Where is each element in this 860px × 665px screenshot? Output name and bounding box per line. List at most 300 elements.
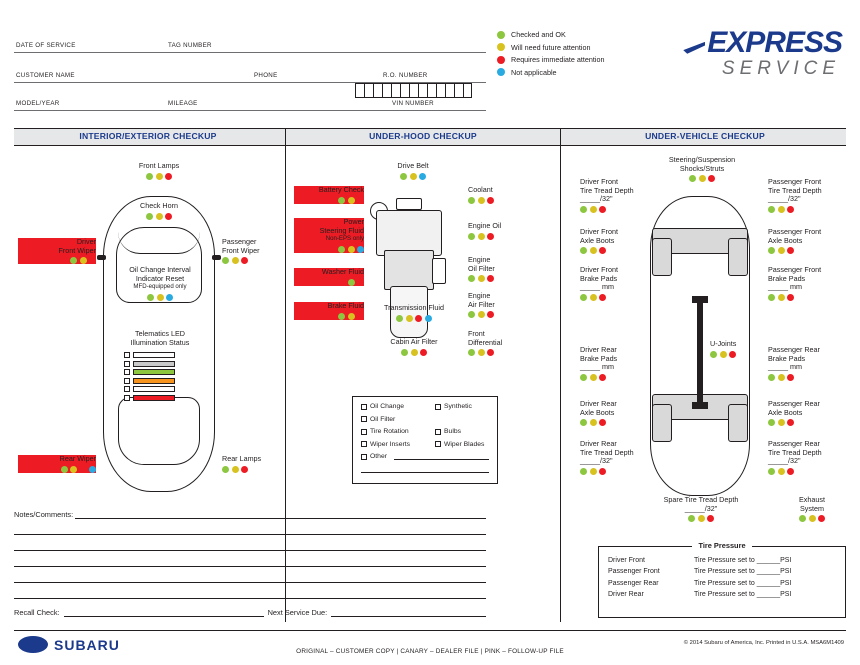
driver-rear-pads-label-2: Brake Pads <box>580 353 618 363</box>
status-dot-yellow-icon[interactable] <box>590 419 597 426</box>
status-dot-yellow-icon[interactable] <box>590 468 597 475</box>
rear-wiper-status-dots[interactable] <box>18 466 96 473</box>
check-horn-status-dots[interactable] <box>104 213 214 220</box>
status-dot-green-icon[interactable] <box>468 233 475 240</box>
passenger-rear-axle-status-dots[interactable] <box>768 419 848 426</box>
cabin-air-filter-status-dots[interactable] <box>366 349 462 356</box>
passenger-front-axle-label-1: Passenger Front <box>768 227 822 236</box>
service-checklist-box[interactable] <box>352 396 498 484</box>
status-dot-green-icon[interactable] <box>768 468 775 475</box>
checklist-row[interactable] <box>361 441 489 448</box>
battery-check-status-dots[interactable] <box>294 197 364 204</box>
checklist-row[interactable] <box>361 416 489 423</box>
status-dot-green-icon[interactable] <box>580 247 587 254</box>
status-dot-yellow-icon[interactable] <box>157 294 164 301</box>
brake-fluid-item <box>294 302 364 320</box>
tire-pressure-title: Tire Pressure <box>598 541 846 550</box>
front-differential-label-1: Front <box>468 329 485 338</box>
status-dot-green-icon[interactable] <box>580 374 587 381</box>
passenger-front-axle-status-dots[interactable] <box>768 247 848 254</box>
checkbox-icon[interactable] <box>124 361 130 367</box>
rear-lamps-label: Rear Lamps <box>222 454 262 463</box>
status-dot-red-icon[interactable] <box>787 419 794 426</box>
windshield-shape <box>118 232 200 254</box>
power-steering-label-1: Power <box>343 217 364 226</box>
status-dot-yellow-icon[interactable] <box>778 419 785 426</box>
driver-front-brake-pads-item <box>580 266 652 301</box>
status-dot-red-icon[interactable] <box>415 315 422 322</box>
status-dot-yellow-icon[interactable] <box>699 175 706 182</box>
tire-pressure-value[interactable]: Tire Pressure set to ______PSI <box>694 591 792 598</box>
engine-part-top <box>396 198 422 210</box>
driver-front-pads-units[interactable]: _____ mm <box>580 282 614 292</box>
passenger-front-wiper-status-dots[interactable] <box>222 257 308 264</box>
ro-number-label: R.O. NUMBER <box>383 72 428 79</box>
u-joints-item <box>710 340 766 358</box>
phone-label: PHONE <box>254 72 278 79</box>
status-dot-green-icon[interactable] <box>768 419 775 426</box>
driver-rear-tread-label-2: Tire Tread Depth <box>580 447 634 457</box>
status-dot-green-icon[interactable] <box>222 257 229 264</box>
recall-next-service-row <box>14 608 486 617</box>
driver-front-tread-units[interactable]: _____/32" <box>580 194 613 204</box>
status-dot-yellow-icon[interactable] <box>698 515 705 522</box>
brake-fluid-status-dots[interactable] <box>294 313 364 320</box>
status-dot-yellow-icon[interactable] <box>478 311 485 318</box>
status-dot-green-icon[interactable] <box>768 374 775 381</box>
engine-oil-filter-label-1: Engine <box>468 255 491 264</box>
status-dot-yellow-icon[interactable] <box>778 294 785 301</box>
status-dot-green-icon[interactable] <box>799 515 806 522</box>
field-line-3 <box>14 110 486 111</box>
engine-air-filter-label-1: Engine <box>468 291 491 300</box>
status-dot-green-icon[interactable] <box>396 315 403 322</box>
status-dot-blue-icon[interactable] <box>419 173 426 180</box>
driver-front-wiper-status-dots[interactable] <box>18 257 96 264</box>
checkbox-icon[interactable] <box>435 429 441 435</box>
legend-label: Checked and OK <box>511 30 566 39</box>
status-dot-green-icon[interactable] <box>338 197 345 204</box>
passenger-rear-tread-status-dots[interactable] <box>768 468 848 475</box>
passenger-rear-axle-label-2: Axle Boots <box>768 407 803 417</box>
tire-pressure-value[interactable]: Tire Pressure set to ______PSI <box>694 579 792 587</box>
engine-oil-filter-item <box>468 256 548 282</box>
led-bar-white <box>133 352 175 358</box>
tire-pressure-value[interactable]: Tire Pressure set to ______PSI <box>694 568 792 575</box>
driver-rear-tread-units[interactable]: _____/32" <box>580 456 613 466</box>
telematics-led-row[interactable] <box>124 395 196 401</box>
status-dot-green-icon[interactable] <box>468 311 475 318</box>
spare-tire-status-dots[interactable] <box>628 515 774 522</box>
checklist-label-tire-rotation: Tire Rotation <box>370 428 409 435</box>
driver-rear-tread-label-1: Driver Rear <box>580 439 617 448</box>
spare-tire-tread-units[interactable]: _____/32" <box>684 503 718 513</box>
oil-change-status-dots[interactable] <box>104 294 216 301</box>
status-dot-yellow-icon[interactable] <box>809 515 816 522</box>
status-dot-red-icon[interactable] <box>165 173 172 180</box>
power-steering-sublabel: Non-EPS only <box>325 235 364 243</box>
driver-front-wiper-label-2: Front Wiper <box>58 245 96 255</box>
steering-suspension-status-dots[interactable] <box>636 175 768 182</box>
footer-copyright: © 2014 Subaru of America, Inc. Printed in U.S.A. MSA6M1409 <box>683 640 844 646</box>
status-dot-yellow-icon[interactable] <box>156 213 163 220</box>
status-dot-green-icon[interactable] <box>146 173 153 180</box>
engine-oil-label: Engine Oil <box>468 221 502 230</box>
notes-line-1[interactable] <box>75 510 486 519</box>
passenger-rear-pads-status-dots[interactable] <box>768 374 848 381</box>
driver-rear-tread-status-dots[interactable] <box>580 468 652 475</box>
checkbox-icon[interactable] <box>435 441 441 447</box>
tire-pressure-value[interactable]: Tire Pressure set to ______PSI <box>694 556 792 564</box>
notes-line-5[interactable] <box>14 567 486 583</box>
notes-line-2[interactable] <box>14 519 486 535</box>
checkbox-icon[interactable] <box>124 352 130 358</box>
drive-belt-status-dots[interactable] <box>368 173 458 180</box>
status-dot-red-icon[interactable] <box>241 257 248 264</box>
section-title-interior: INTERIOR/EXTERIOR CHECKUP <box>79 131 217 141</box>
status-dot-yellow-icon[interactable] <box>478 197 485 204</box>
passenger-front-tread-units[interactable]: _____/32" <box>768 194 801 204</box>
telematics-led-row[interactable] <box>124 369 196 375</box>
notes-label: Notes/Comments: <box>14 510 74 519</box>
passenger-rear-axle-boots-item <box>768 400 848 426</box>
checkbox-icon[interactable] <box>124 386 130 392</box>
status-dot-blue-icon[interactable] <box>166 294 173 301</box>
status-dot-red-icon[interactable] <box>787 294 794 301</box>
checkbox-icon[interactable] <box>435 404 441 410</box>
model-year-label: MODEL/YEAR <box>16 100 60 107</box>
telematics-led-row[interactable] <box>124 378 196 384</box>
status-dot-red-icon[interactable] <box>599 419 606 426</box>
status-dot-blue-icon[interactable] <box>357 246 364 253</box>
status-dot-green-icon[interactable] <box>348 279 355 286</box>
passenger-front-axle-label-2: Axle Boots <box>768 235 803 245</box>
status-dot-green-icon[interactable] <box>688 515 695 522</box>
passenger-front-tread-label-2: Tire Tread Depth <box>768 185 822 195</box>
passenger-front-tread-label-1: Passenger Front <box>768 177 822 186</box>
status-dot-green-icon[interactable] <box>401 349 408 356</box>
driver-front-tread-label-1: Driver Front <box>580 177 618 186</box>
status-dot-green-icon[interactable] <box>689 175 696 182</box>
status-dot-green-icon[interactable] <box>768 206 775 213</box>
status-dot-red-icon[interactable] <box>599 468 606 475</box>
telematics-led-row[interactable] <box>124 361 196 367</box>
drive-belt-item <box>368 162 458 180</box>
passenger-rear-tread-label-1: Passenger Rear <box>768 439 820 448</box>
checklist-label-other: Other <box>370 453 387 460</box>
status-dot-yellow-icon[interactable] <box>590 206 597 213</box>
coolant-label: Coolant <box>468 185 493 194</box>
status-dot-red-icon[interactable] <box>707 515 714 522</box>
status-dot-yellow-icon[interactable] <box>778 247 785 254</box>
status-dot-yellow-icon <box>497 43 505 51</box>
engine-oil-filter-label-2: Oil Filter <box>468 263 495 273</box>
status-dot-green-icon[interactable] <box>580 419 587 426</box>
status-dot-red-icon[interactable] <box>487 233 494 240</box>
checkbox-icon[interactable] <box>124 395 130 401</box>
status-dot-blue-icon[interactable] <box>425 315 432 322</box>
status-dot-green-icon[interactable] <box>468 197 475 204</box>
tire-position-label: Driver Rear <box>608 591 644 598</box>
engine-oil-status-dots[interactable] <box>468 233 548 240</box>
checklist-row[interactable] <box>361 403 489 410</box>
checkbox-icon[interactable] <box>361 416 367 422</box>
battery-check-label: Battery Check <box>318 185 364 194</box>
status-dot-yellow-icon[interactable] <box>410 173 417 180</box>
coolant-status-dots[interactable] <box>468 197 548 204</box>
logo-service-text: SERVICE <box>721 58 840 79</box>
status-dot-yellow-icon[interactable] <box>70 466 77 473</box>
exhaust-label-1: Exhaust <box>799 495 825 504</box>
status-dot-yellow-icon[interactable] <box>778 206 785 213</box>
passenger-rear-tread-item <box>768 440 848 475</box>
driver-rear-pads-label-1: Driver Rear <box>580 345 617 354</box>
status-dot-red-icon[interactable] <box>787 247 794 254</box>
status-dot-green-icon[interactable] <box>580 294 587 301</box>
customer-name-label: CUSTOMER NAME <box>16 72 75 79</box>
u-joints-status-dots[interactable] <box>710 351 766 358</box>
tire-position-label: Passenger Rear <box>608 579 659 587</box>
status-dot-green-icon[interactable] <box>338 313 345 320</box>
checkbox-icon[interactable] <box>361 429 367 435</box>
front-lamps-status-dots[interactable] <box>95 173 223 180</box>
vin-boxes[interactable] <box>355 83 472 98</box>
transmission-fluid-status-dots[interactable] <box>366 315 462 322</box>
led-bar-red <box>133 395 175 401</box>
status-dot-red-icon[interactable] <box>599 294 606 301</box>
status-dot-red-icon[interactable] <box>80 466 87 473</box>
washer-fluid-status-dots[interactable] <box>294 279 364 286</box>
status-dot-green-icon[interactable] <box>61 466 68 473</box>
engine-air-filter-status-dots[interactable] <box>468 311 548 318</box>
checkbox-icon[interactable] <box>124 369 130 375</box>
driver-front-tread-status-dots[interactable] <box>580 206 652 213</box>
check-horn-item <box>104 202 214 220</box>
tire-pressure-row[interactable] <box>598 591 846 598</box>
status-dot-yellow-icon[interactable] <box>478 233 485 240</box>
status-dot-blue-icon[interactable] <box>89 466 96 473</box>
checklist-row[interactable] <box>361 428 489 435</box>
status-dot-red-icon[interactable] <box>89 257 96 264</box>
status-dot-yellow-icon[interactable] <box>232 257 239 264</box>
status-dot-red-icon[interactable] <box>241 466 248 473</box>
driver-front-tread-label-2: Tire Tread Depth <box>580 185 634 195</box>
coolant-item <box>468 186 548 204</box>
driver-front-wiper-label-1: Driver <box>76 237 96 246</box>
status-dot-yellow-icon[interactable] <box>348 197 355 204</box>
status-dot-yellow-icon[interactable] <box>478 275 485 282</box>
status-dot-green-icon[interactable] <box>768 247 775 254</box>
tire-position-label: Driver Front <box>608 556 645 564</box>
status-dot-yellow-icon[interactable] <box>590 294 597 301</box>
status-dot-yellow-icon[interactable] <box>590 374 597 381</box>
subaru-wordmark: SUBARU <box>54 636 120 653</box>
power-steering-fluid-item <box>294 218 364 253</box>
recall-check-label: Recall Check: <box>14 608 60 617</box>
tire-pressure-row[interactable] <box>598 580 846 587</box>
status-dot-green-icon[interactable] <box>768 294 775 301</box>
telematics-led-row[interactable] <box>124 352 196 358</box>
status-dot-red-icon[interactable] <box>787 374 794 381</box>
status-dot-red-icon[interactable] <box>599 247 606 254</box>
status-dot-yellow-icon[interactable] <box>80 257 87 264</box>
engine-oil-filter-status-dots[interactable] <box>468 275 548 282</box>
passenger-front-pads-status-dots[interactable] <box>768 294 848 301</box>
status-dot-red-icon[interactable] <box>487 311 494 318</box>
driveshaft-front-joint <box>692 296 708 303</box>
engine-part-mid <box>384 250 434 290</box>
status-dot-green-icon[interactable] <box>70 257 77 264</box>
notes-section <box>14 510 486 599</box>
notes-line-6[interactable] <box>14 583 486 599</box>
status-dot-yellow-icon[interactable] <box>590 247 597 254</box>
front-differential-status-dots[interactable] <box>468 349 548 356</box>
status-dot-yellow-icon[interactable] <box>720 351 727 358</box>
status-dot-red-icon[interactable] <box>165 213 172 220</box>
legend-label: Not applicable <box>511 67 557 77</box>
status-dot-red-icon[interactable] <box>729 351 736 358</box>
status-dot-red-icon[interactable] <box>357 279 364 286</box>
status-dot-green-icon[interactable] <box>400 173 407 180</box>
power-steering-status-dots[interactable] <box>294 246 364 253</box>
logo-express-text: EXPRESS <box>707 26 842 59</box>
status-dot-green-icon[interactable] <box>222 466 229 473</box>
exhaust-system-item <box>780 496 844 522</box>
checklist-row-other[interactable] <box>361 453 489 460</box>
recall-check-line[interactable] <box>64 608 264 617</box>
mirror-right-icon <box>212 255 221 260</box>
cabin-air-filter-item <box>366 338 462 356</box>
notes-label-row <box>14 510 486 519</box>
status-dot-red-icon[interactable] <box>787 206 794 213</box>
driver-front-pads-status-dots[interactable] <box>580 294 652 301</box>
other-write-in-line-2[interactable] <box>361 466 489 473</box>
status-dot-green-icon[interactable] <box>338 246 345 253</box>
rear-wiper-label: Rear Wiper <box>59 454 96 463</box>
engine-diagram <box>370 198 448 350</box>
status-dot-yellow-icon[interactable] <box>232 466 239 473</box>
exhaust-status-dots[interactable] <box>780 515 844 522</box>
driver-front-axle-status-dots[interactable] <box>580 247 652 254</box>
checkbox-icon[interactable] <box>361 454 367 460</box>
transmission-fluid-item <box>366 304 462 322</box>
rear-lamps-item <box>222 455 302 473</box>
status-dot-yellow-icon[interactable] <box>348 246 355 253</box>
status-dot-red-icon[interactable] <box>487 349 494 356</box>
spare-tire-tread-label: Spare Tire Tread Depth <box>663 495 739 504</box>
passenger-rear-tread-units[interactable]: _____/32" <box>768 456 801 466</box>
section-title-underhood: UNDER-HOOD CHECKUP <box>369 131 477 141</box>
date-of-service-label: DATE OF SERVICE <box>16 42 76 49</box>
front-lamps-item <box>95 162 223 180</box>
steering-suspension-label-1: Steering/Suspension <box>668 155 736 164</box>
notes-line-4[interactable] <box>14 551 486 567</box>
status-dot-yellow-icon[interactable] <box>778 374 785 381</box>
status-dot-green-icon[interactable] <box>468 275 475 282</box>
legend-item <box>497 55 677 64</box>
status-dot-green-icon[interactable] <box>147 294 154 301</box>
driver-front-pads-label-1: Driver Front <box>580 265 618 274</box>
status-dot-yellow-icon[interactable] <box>411 349 418 356</box>
status-dot-red-icon[interactable] <box>357 313 364 320</box>
engine-air-filter-label-2: Air Filter <box>468 299 495 309</box>
driver-rear-axle-status-dots[interactable] <box>580 419 652 426</box>
tire-position-label: Passenger Front <box>608 568 660 575</box>
checkbox-icon[interactable] <box>124 378 130 384</box>
status-dot-yellow-icon[interactable] <box>778 468 785 475</box>
status-dot-red-icon[interactable] <box>487 197 494 204</box>
steering-suspension-item <box>636 156 768 182</box>
driver-rear-axle-label-1: Driver Rear <box>580 399 617 408</box>
field-line-1 <box>14 52 486 53</box>
status-dot-yellow-icon[interactable] <box>406 315 413 322</box>
telematics-led-row[interactable] <box>124 386 196 392</box>
driveshaft-icon <box>697 300 703 404</box>
other-write-in-line[interactable] <box>394 453 489 460</box>
swoosh-icon <box>683 42 705 54</box>
front-differential-label-2: Differential <box>468 337 503 347</box>
passenger-front-tread-status-dots[interactable] <box>768 206 848 213</box>
notes-line-3[interactable] <box>14 535 486 551</box>
status-dot-green-icon[interactable] <box>580 468 587 475</box>
mileage-label: MILEAGE <box>168 100 198 107</box>
status-dot-yellow-icon[interactable] <box>478 349 485 356</box>
telematics-label-2: Illumination Status <box>130 337 190 347</box>
next-service-line[interactable] <box>331 608 486 617</box>
status-dot-yellow-icon[interactable] <box>156 173 163 180</box>
battery-check-item <box>294 186 364 204</box>
status-dot-yellow-icon[interactable] <box>348 313 355 320</box>
status-dot-red-icon[interactable] <box>599 206 606 213</box>
passenger-front-pads-units[interactable]: _____ mm <box>768 282 802 292</box>
rear-lamps-status-dots[interactable] <box>222 466 302 473</box>
legend <box>497 30 677 80</box>
tire-pressure-row[interactable] <box>598 557 846 564</box>
passenger-front-wiper-label-2: Front Wiper <box>222 245 260 255</box>
driver-rear-pads-units[interactable]: _____ mm <box>580 362 614 372</box>
status-dot-red-icon[interactable] <box>818 515 825 522</box>
engine-air-filter-item <box>468 292 548 318</box>
status-dot-green-icon[interactable] <box>468 349 475 356</box>
oil-change-label-2: Indicator Reset <box>135 273 185 283</box>
status-dot-green-icon[interactable] <box>580 206 587 213</box>
status-dot-red-icon[interactable] <box>487 275 494 282</box>
oil-change-interval-item <box>104 266 216 301</box>
telematics-label-1: Telematics LED <box>135 329 185 338</box>
status-dot-green-icon[interactable] <box>710 351 717 358</box>
washer-fluid-label: Washer Fluid <box>321 267 364 276</box>
telematics-led-status-list[interactable] <box>124 352 196 403</box>
oil-change-sublabel: MFD-equipped only <box>133 283 187 291</box>
tire-pressure-row[interactable] <box>598 568 846 575</box>
status-dot-red-icon[interactable] <box>708 175 715 182</box>
passenger-rear-pads-units[interactable]: _____ mm <box>768 362 802 372</box>
passenger-front-pads-label-2: Brake Pads <box>768 273 806 283</box>
checkbox-icon[interactable] <box>361 441 367 447</box>
status-dot-red-icon[interactable] <box>787 468 794 475</box>
driver-rear-brake-pads-item <box>580 346 652 381</box>
status-dot-red-icon[interactable] <box>599 374 606 381</box>
front-lamps-label: Front Lamps <box>138 161 180 170</box>
status-dot-red-icon[interactable] <box>357 197 364 204</box>
led-bar-green <box>133 369 175 375</box>
legend-item <box>497 68 677 77</box>
legend-item <box>497 30 677 39</box>
checkbox-icon[interactable] <box>361 404 367 410</box>
status-dot-red-icon[interactable] <box>420 349 427 356</box>
status-dot-green-icon[interactable] <box>146 213 153 220</box>
driver-rear-pads-status-dots[interactable] <box>580 374 652 381</box>
